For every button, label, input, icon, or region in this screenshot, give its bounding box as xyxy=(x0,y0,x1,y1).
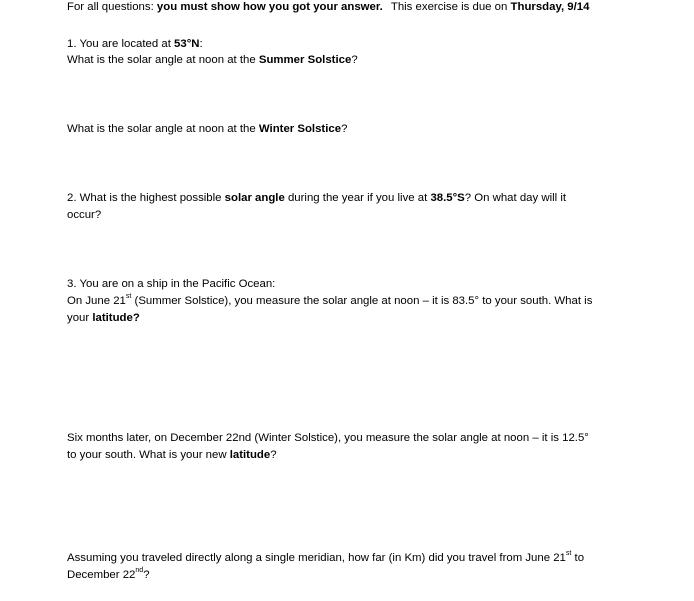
q3-l3-a: your xyxy=(67,312,93,324)
q1-intro-end: : xyxy=(199,38,203,50)
q3-intro: 3. You are on a ship in the Pacific Ocean: xyxy=(67,278,276,290)
q2-post: ? On what day will it xyxy=(464,192,567,204)
q3-assume-l1-sup: st xyxy=(565,550,572,558)
q2-latitude: 38.5°S xyxy=(430,192,465,204)
header-lead: For all questions: xyxy=(67,1,157,13)
q3-latitude: latitude? xyxy=(92,312,140,324)
q1-winter-pre: What is the solar angle at noon at the xyxy=(67,123,259,135)
header-instructions xyxy=(67,0,589,16)
q1-summer-bold: Summer Solstice xyxy=(258,54,352,66)
q3-l2-sup: st xyxy=(125,293,132,301)
q3-assume-l2-sup: nd xyxy=(135,567,144,575)
q3-l2-a: On June 21 xyxy=(67,295,126,307)
q1-summer-pre: What is the solar angle at noon at the xyxy=(67,54,259,66)
q2-pre: 2. What is the highest possible xyxy=(67,192,225,204)
q1-intro-text: 1. You are located at xyxy=(67,38,175,50)
q1-latitude: 53°N xyxy=(174,38,200,50)
q3-question-line1 xyxy=(67,292,592,310)
q1-winter-bold: Winter Solstice xyxy=(258,123,342,135)
q3-question-line2 xyxy=(67,309,140,327)
header-due-text: This exercise is due on xyxy=(390,1,511,13)
q3-assume-line2 xyxy=(67,566,150,584)
q1-summer-question xyxy=(67,51,358,69)
q3-six-l2-b: ? xyxy=(270,449,277,461)
header-due-date: Thursday, 9/14 xyxy=(510,1,590,13)
q3-l2-b: (Summer Solstice), you measure the solar angle at noon – it is 83.5° to your south. What is xyxy=(131,295,593,307)
q3-assume-l2-b: ? xyxy=(143,569,150,581)
q1-summer-post: ? xyxy=(351,54,358,66)
q2-question-line2: occur? xyxy=(67,209,102,221)
q1-winter-post: ? xyxy=(341,123,348,135)
q2-question-line1 xyxy=(67,189,566,207)
header-instruction: you must show how you got your answer. xyxy=(156,1,383,13)
q2-mid: during the year if you live at xyxy=(284,192,431,204)
q1-winter-question xyxy=(67,120,347,138)
q2-solar-angle: solar angle xyxy=(224,192,285,204)
q3-assume-line1 xyxy=(67,549,584,567)
q3-six-l2-a: to your south. What is your new xyxy=(67,449,230,461)
q3-assume-l2-a: December 22 xyxy=(67,569,136,581)
q3-six-months-line1: Six months later, on December 22nd (Winter Solstice), you measure the solar angle at noon – it is 12.5° xyxy=(67,432,589,444)
q3-six-months-line2 xyxy=(67,446,277,464)
q3-new-latitude: latitude xyxy=(229,449,271,461)
q3-assume-l1-a: Assuming you traveled directly along a single meridian, how far (in Km) did you travel from June 21 xyxy=(67,552,566,564)
q3-assume-l1-b: to xyxy=(571,552,585,564)
